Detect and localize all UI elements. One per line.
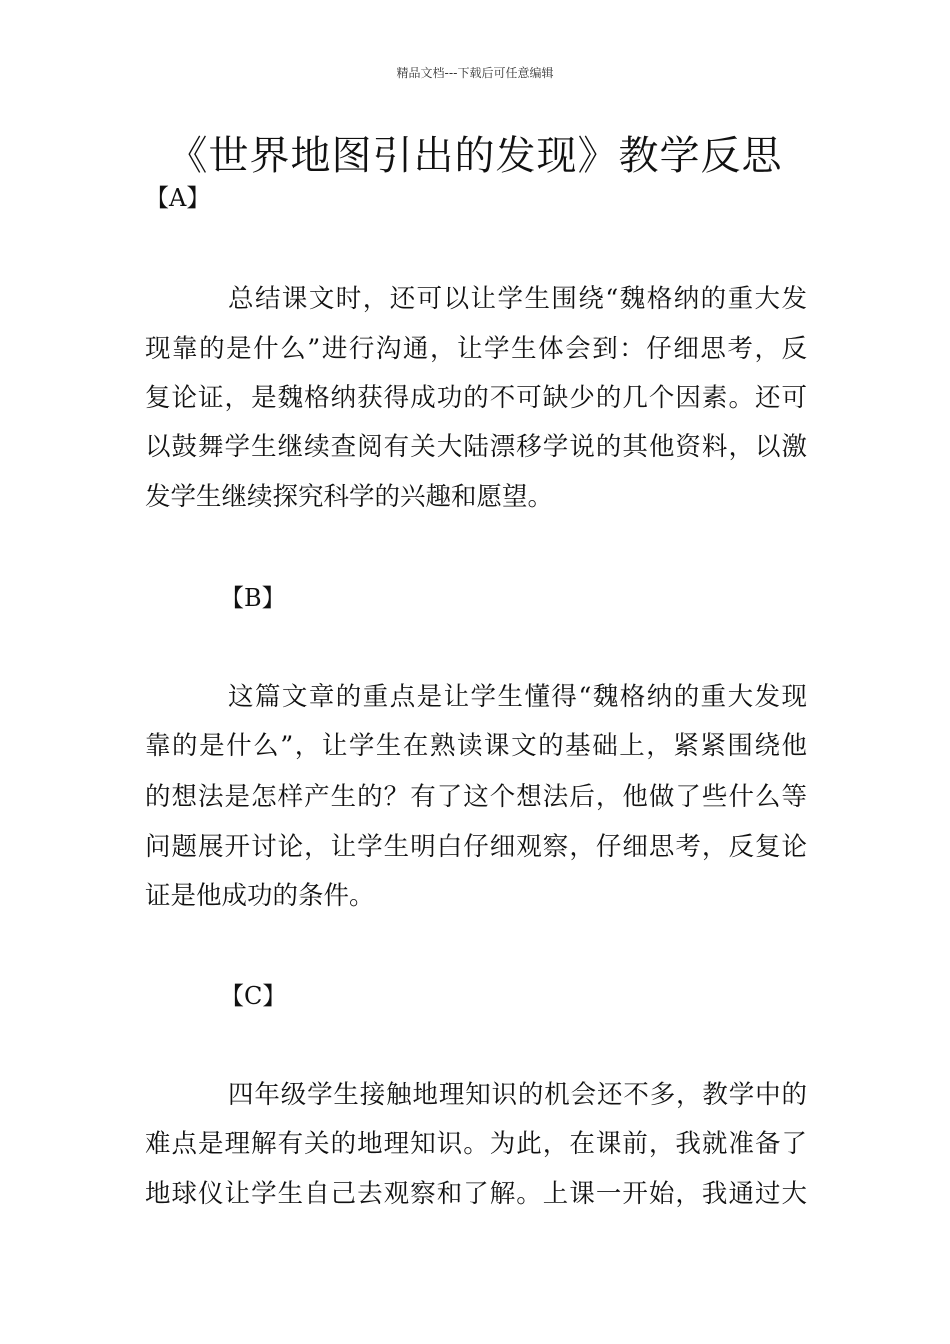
paragraph-line: 难点是理解有关的地理知识。为此，在课前，我就准备了 bbox=[145, 1129, 807, 1159]
paragraph-line: 以鼓舞学生继续查阅有关大陆漂移学说的其他资料，以激 bbox=[145, 432, 807, 462]
paragraph-line: 证是他成功的条件。 bbox=[145, 881, 375, 911]
paragraph-line: 问题展开讨论，让学生明白仔细观察，仔细思考，反复论 bbox=[145, 832, 807, 862]
section-label-b: 【B】 bbox=[220, 584, 286, 612]
paragraph-line: 现靠的是什么”进行沟通，让学生体会到：仔细思考，反 bbox=[145, 334, 807, 364]
document-title: 《世界地图引出的发现》教学反思 bbox=[167, 133, 783, 179]
header-note: 精品文档---下载后可任意编辑 bbox=[396, 66, 554, 80]
paragraph-line: 总结课文时，还可以让学生围绕“魏格纳的重大发 bbox=[228, 284, 807, 314]
paragraph-line: 靠的是什么”，让学生在熟读课文的基础上，紧紧围绕他 bbox=[145, 731, 807, 761]
paragraph-line: 的想法是怎样产生的？有了这个想法后，他做了些什么等 bbox=[145, 782, 807, 812]
paragraph-line: 地球仪让学生自己去观察和了解。上课一开始，我通过大 bbox=[145, 1179, 807, 1209]
paragraph-line: 发学生继续探究科学的兴趣和愿望。 bbox=[145, 482, 554, 512]
paragraph-line: 复论证，是魏格纳获得成功的不可缺少的几个因素。还可 bbox=[145, 383, 807, 413]
paragraph-line: 四年级学生接触地理知识的机会还不多，教学中的 bbox=[228, 1080, 807, 1110]
section-label-c: 【C】 bbox=[220, 982, 287, 1010]
paragraph-line: 这篇文章的重点是让学生懂得“魏格纳的重大发现 bbox=[228, 682, 807, 712]
section-label-a: 【A】 bbox=[145, 184, 211, 212]
